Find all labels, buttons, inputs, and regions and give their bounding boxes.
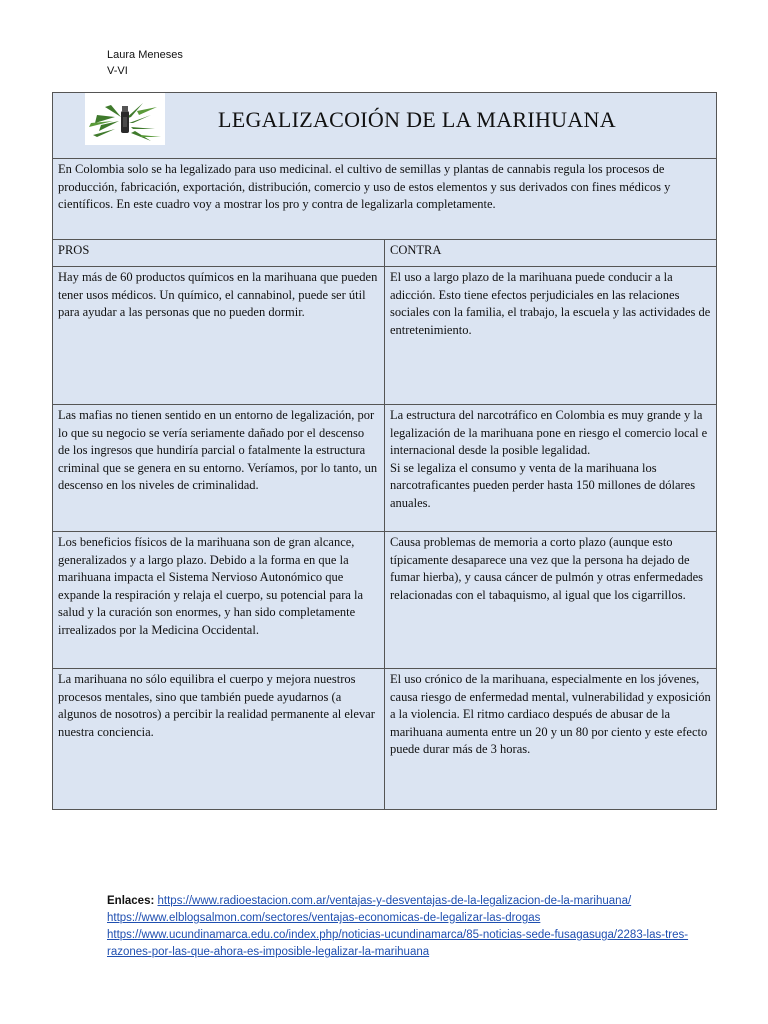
links-label: Enlaces: <box>107 895 155 907</box>
link-elblogsalmon[interactable]: https://www.elblogsalmon.com/sectores/ventajas-economicas-de-legalizar-las-drogas <box>107 912 541 924</box>
document-title: LEGALIZACOIÓN DE LA MARIHUANA <box>218 107 616 132</box>
contra-cell-4 <box>385 669 717 810</box>
author-name: Laura Meneses <box>107 49 183 61</box>
contra-header: CONTRA <box>385 240 717 267</box>
links-section <box>107 893 707 961</box>
link-radioestacion[interactable]: https://www.radioestacion.com.ar/ventajas-y-desventajas-de-la-legalizacion-de-la-marihuana/ <box>157 895 632 907</box>
contra-text-2: La estructura del narcotráfico en Colombia es muy grande y la legalización de la marihuana pone en riesgo el comercio local e internacional desde la posible legalidad. <box>390 408 708 457</box>
author-grade: V-VI <box>107 65 128 77</box>
contra-cell-3 <box>385 532 717 669</box>
cannabis-leaves-bottle-icon <box>85 93 165 145</box>
contra-cell-1 <box>385 267 717 405</box>
pros-contra-table <box>52 92 717 810</box>
pro-cell-4: La marihuana no sólo equilibra el cuerpo y mejora nuestros procesos mentales, sino que también puede ayudarnos (a algunos de nosotros) a percibir la realidad permanente al elevar nuestra conciencia. <box>53 669 385 810</box>
pros-header: PROS <box>53 240 385 267</box>
intro-text: En Colombia solo se ha legalizado para uso medicinal. el cultivo de semillas y plantas de cannabis regula los procesos de producción, fabricación, exportación, distribución, comercio y uso de estos elementos y sus derivados con fines médicos y científicos. En este cuadro voy a mostrar los pro y contra de legalizarla completamente. <box>53 159 717 240</box>
contra-text-2b: Si se legaliza el consumo y venta de la marihuana los narcotraficantes pueden perder hasta 150 millones de dólares anuales. <box>390 460 696 510</box>
author-block <box>107 47 183 79</box>
pro-cell-3: Los beneficios físicos de la marihuana son de gran alcance, generalizados y a largo plazo. Debido a la forma en que la marihuana impacta el Sistema Nervioso Autonómico que expande la respiración y relaja el cuerpo, su potencial para la salud y la curación son enormes, y han sido completamente irrealizados por la Medicina Occidental. <box>53 532 385 669</box>
link-ucundinamarca[interactable]: https://www.ucundinamarca.edu.co/index.php/noticias-ucundinamarca/85-noticias-sede-fusagasuga/2283-las-tres-razones-por-las-que-ahora-es-imposible-legalizar-la-marihuana <box>107 929 689 958</box>
contra-cell-2 <box>385 405 717 532</box>
contra-text-3: Causa problemas de memoria a corto plazo (aunque esto típicamente desaparece una vez que la persona ha dejado de fumar hierba), y causa cáncer de pulmón y otras enfermedades relacionadas con el tabaquismo, al igual que los cigarrillos. <box>390 535 704 602</box>
pro-cell-2: Las mafias no tienen sentido en un entorno de legalización, por lo que su negocio se vería seriamente dañado por el descenso de los ingresos que hundiría parcial o fatalmente la estructura criminal que se genera en su entorno. Veríamos, por lo tanto, un descenso en los niveles de criminalidad. <box>53 405 385 532</box>
contra-text-4: El uso crónico de la marihuana, especialmente en los jóvenes, causa riesgo de enfermedad mental, vulnerabilidad y exposición a la violencia. El ritmo cardiaco después de abusar de la marihuana aumenta entre un 20 y un 80 por ciento y este efecto puede durar más de 3 horas. <box>390 672 711 756</box>
title-cell <box>53 93 717 159</box>
pro-cell-1: Hay más de 60 productos químicos en la marihuana que pueden tener usos médicos. Un químico, el cannabinol, puede ser útil para ayudar a las personas que no pueden dormir. <box>53 267 385 405</box>
contra-text-1: El uso a largo plazo de la marihuana puede conducir a la adicción. Esto tiene efectos perjudiciales en las relaciones sociales con la familia, el trabajo, la escuela y las actividades de entretenimiento. <box>390 270 711 337</box>
